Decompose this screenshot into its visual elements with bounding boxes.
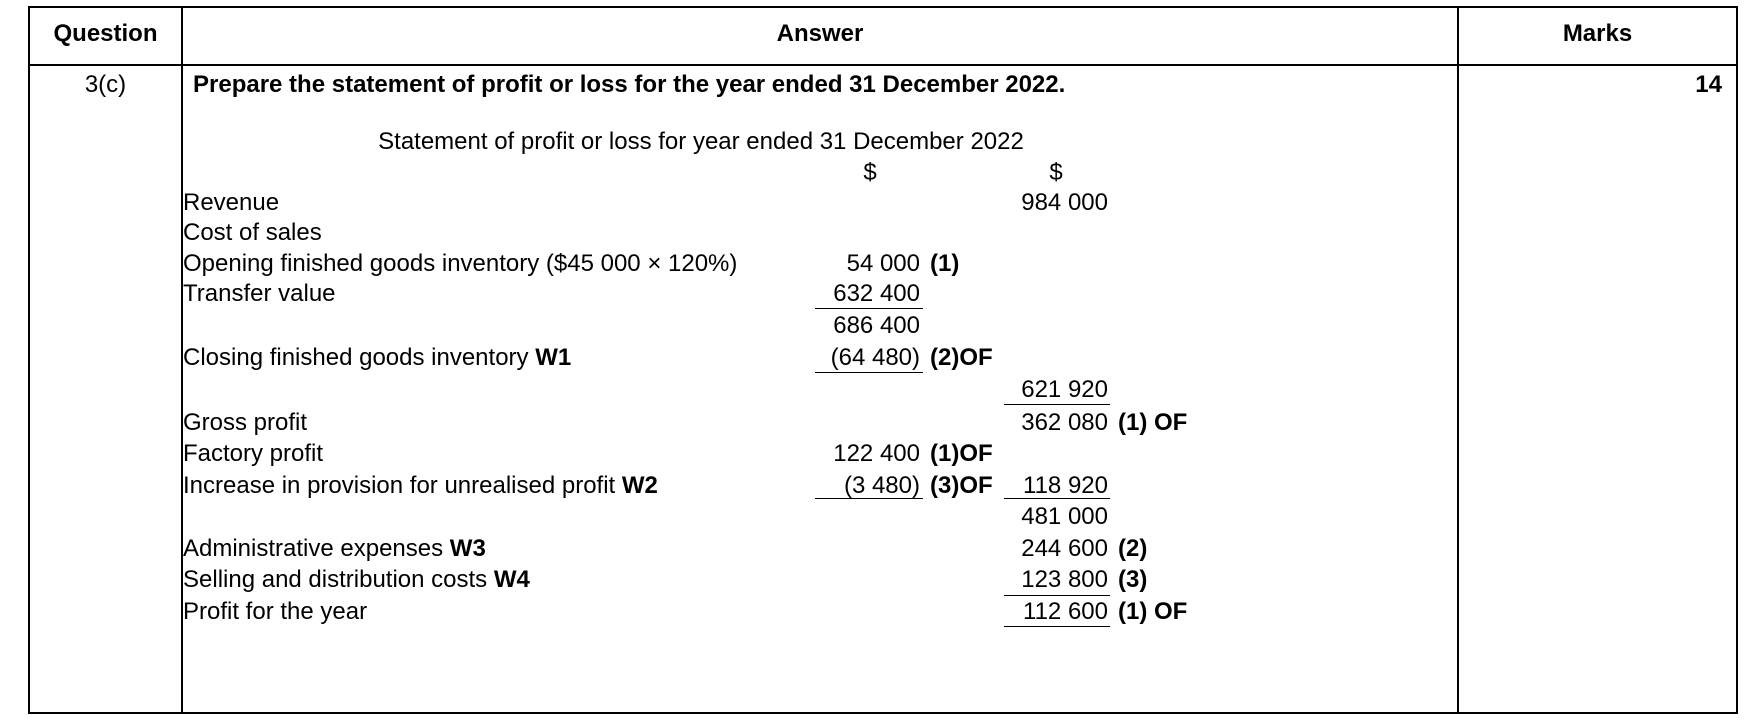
column1-amount: (64 480): [830, 344, 920, 371]
column2-amount: 362 080: [1021, 409, 1108, 436]
column1-amount: 686 400: [833, 312, 920, 339]
col1-rule-transfer: [815, 308, 923, 309]
column2-amount: 244 600: [1021, 535, 1108, 562]
question-number: 3(c): [84, 71, 127, 98]
line-label: [183, 471, 658, 501]
working-reference: W1: [535, 344, 572, 371]
line-label-text: Opening finished goods inventory ($45 000 × 120%): [183, 250, 738, 277]
line-label: [183, 343, 571, 373]
line-label-text: Increase in provision for unrealised profit: [183, 472, 616, 499]
line-label-text: Closing finished goods inventory: [183, 344, 529, 371]
header-answer: Answer: [776, 20, 864, 47]
column1-amount: 632 400: [833, 280, 920, 307]
statement-title: Statement of profit or loss for year ended 31 December 2022: [378, 128, 1024, 155]
working-reference: W2: [621, 472, 658, 499]
line-label-text: Gross profit: [183, 409, 308, 436]
mark-allocation: (1)OF: [930, 440, 993, 467]
col2-rule-cost-of-sales: [1004, 404, 1110, 405]
column2-amount: 984 000: [1021, 189, 1108, 216]
line-label-text: Factory profit: [183, 440, 324, 467]
line-label-text: Revenue: [183, 189, 280, 216]
column2-amount: 621 920: [1021, 376, 1108, 403]
line-label: [183, 188, 279, 218]
column2-amount: 123 800: [1021, 566, 1108, 593]
mark-allocation: (1) OF: [1118, 598, 1188, 625]
col2-rule-profit: [1004, 626, 1110, 627]
working-reference: W4: [493, 566, 530, 593]
col1-rule-upr: [815, 498, 923, 499]
mark-allocation: (2)OF: [930, 344, 993, 371]
line-label: [183, 218, 322, 248]
line-label: [183, 534, 486, 564]
line-label: [183, 408, 307, 438]
line-label: [183, 249, 737, 279]
column2-amount: 112 600: [1023, 598, 1108, 625]
line-label: [183, 439, 323, 469]
mark-allocation: (2): [1118, 535, 1148, 562]
line-label: [183, 597, 367, 627]
column1-currency-header: $: [863, 159, 877, 186]
column2-amount: 118 920: [1023, 472, 1108, 499]
col1-rule-closing: [815, 372, 923, 373]
line-label-text: Administrative expenses: [183, 535, 444, 562]
line-label-text: Cost of sales: [183, 219, 322, 246]
line-label-text: Profit for the year: [183, 598, 368, 625]
line-label: [183, 565, 530, 595]
column2-amount: 481 000: [1021, 503, 1108, 530]
mark-allocation: (3)OF: [930, 472, 993, 499]
question-prompt: Prepare the statement of profit or loss for the year ended 31 December 2022.: [193, 71, 1066, 98]
mark-allocation: (3): [1118, 566, 1148, 593]
line-label-text: Transfer value: [183, 280, 336, 307]
line-label-text: Selling and distribution costs: [183, 566, 488, 593]
line-label: [183, 279, 336, 309]
working-reference: W3: [449, 535, 486, 562]
column1-amount: 54 000: [846, 250, 920, 277]
header-question: Question: [53, 20, 158, 47]
col2-rule-upr: [1004, 498, 1110, 499]
column2-currency-header: $: [1049, 159, 1063, 186]
header-marks: Marks: [1562, 20, 1633, 47]
column-divider-marks: [1457, 8, 1459, 712]
total-marks: 14: [1695, 71, 1722, 98]
column1-amount: 122 400: [833, 440, 920, 467]
col2-rule-selling: [1004, 595, 1110, 596]
mark-allocation: (1) OF: [1118, 409, 1188, 436]
mark-allocation: (1): [930, 250, 960, 277]
header-divider: [30, 64, 1736, 66]
mark-scheme-table: [28, 6, 1738, 714]
column1-amount: (3 480): [843, 472, 920, 499]
